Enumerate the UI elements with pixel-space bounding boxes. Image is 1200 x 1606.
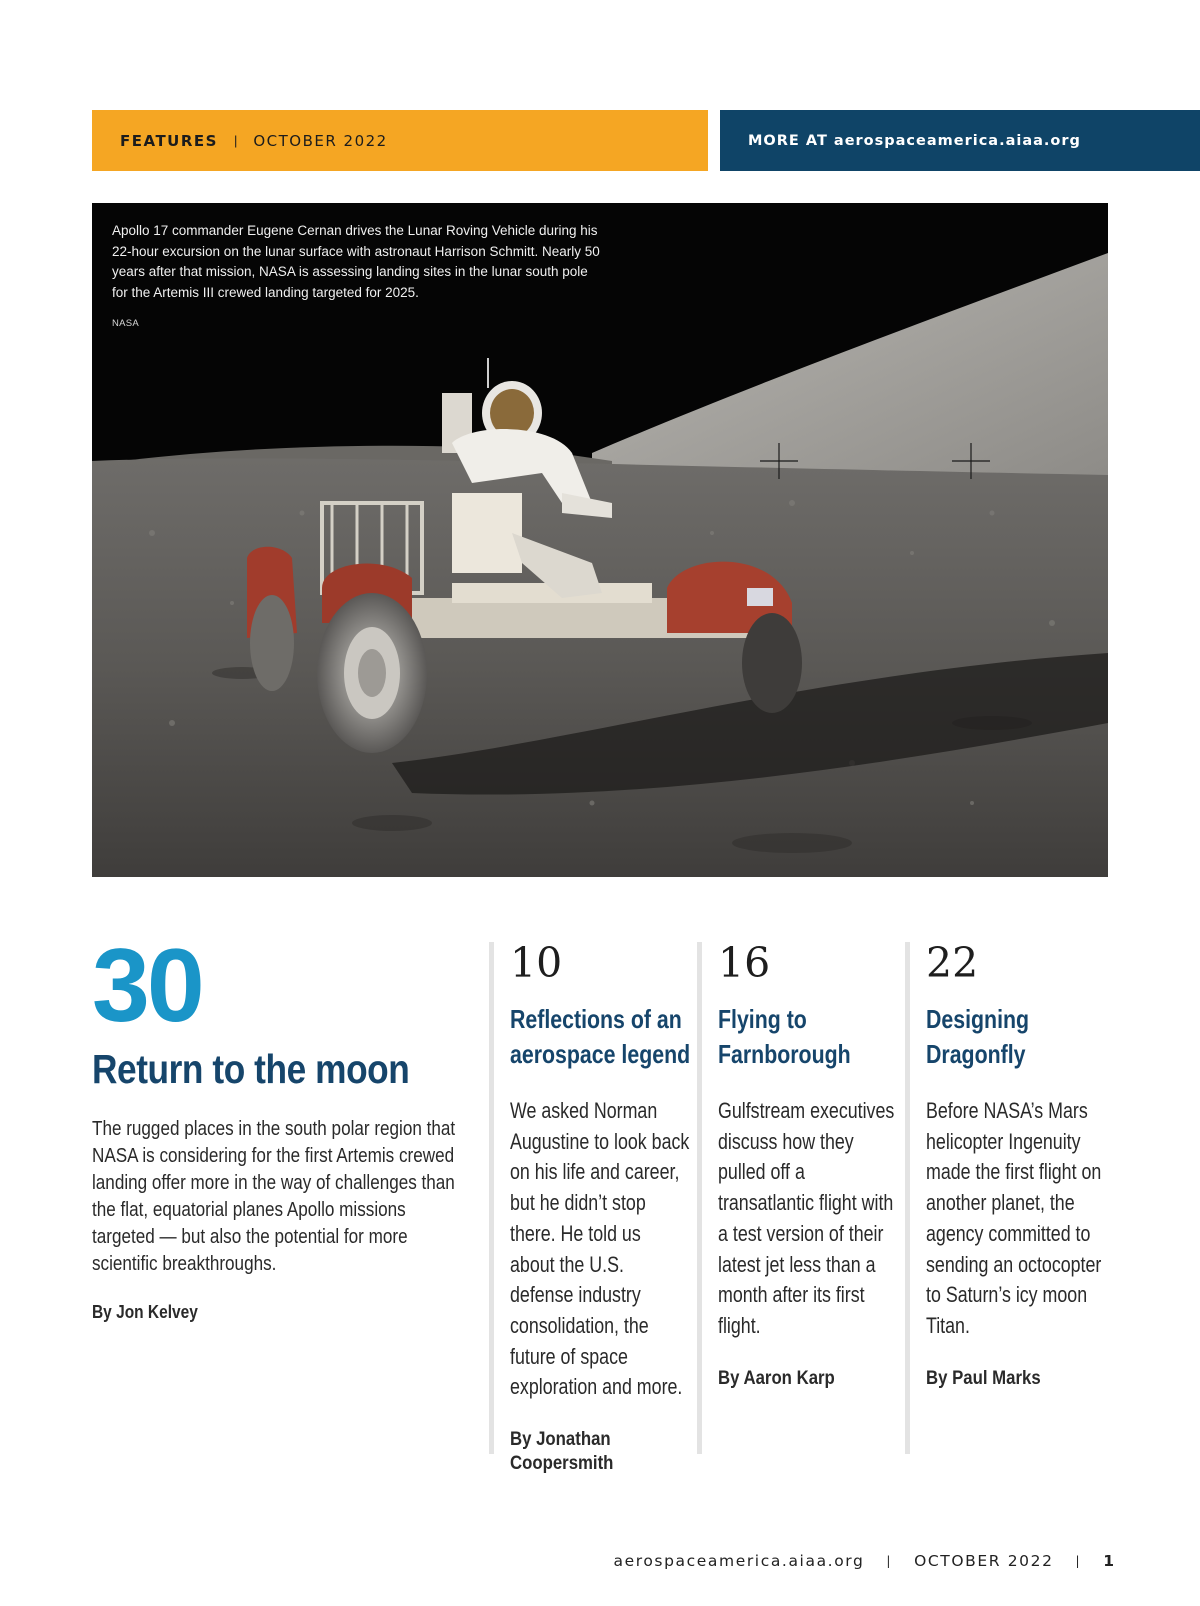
footer-divider: | (1075, 1554, 1082, 1568)
lead-story-byline: By Jon Kelvey (92, 1302, 198, 1322)
story-column[interactable] (905, 939, 1105, 1454)
story-byline: By Aaron Karp (718, 1366, 835, 1389)
story-summary: Before NASA’s Mars helicopter Ingenuity made the first flight on another planet, the agency committed to sending an octocopter to Saturn’s icy moon Titan. (926, 1098, 1102, 1338)
story-byline: By Jonathan Coopersmith (510, 1428, 614, 1475)
footer-page-number: 1 (1103, 1552, 1114, 1570)
footer-divider: | (886, 1554, 893, 1568)
footer-site[interactable]: aerospaceamerica.aiaa.org (613, 1552, 865, 1570)
header-divider: | (233, 133, 238, 148)
photo-caption: Apollo 17 commander Eugene Cernan drives the Lunar Roving Vehicle during his 22-hour excursion on the lunar surface with astronaut Harrison Schmitt. Nearly 50 years after that mission, NASA is assessing landing sites in the lunar south pole for the Artemis III crewed landing targeted for 2025. (112, 223, 600, 300)
story-byline: By Paul Marks (926, 1366, 1041, 1389)
more-link[interactable]: MORE AT aerospaceamerica.aiaa.org (748, 132, 1081, 149)
story-page-number: 16 (718, 939, 771, 987)
section-header-bar (92, 110, 708, 171)
story-column[interactable] (489, 939, 691, 1475)
story-title[interactable]: Designing Dragonfly (926, 1004, 1030, 1069)
story-title[interactable]: Flying to Farnborough (718, 1004, 851, 1069)
story-summary: Gulfstream executives discuss how they pulled off a transatlantic flight with a test version of their latest jet less than a month after its first flight. (718, 1098, 895, 1338)
lead-story-summary: The rugged places in the south polar region that NASA is considering for the first Artemis crewed landing offer more in the way of challenges than the flat, equatorial planes Apollo missions targeted — but also the potential for more scientific breakthroughs. (92, 1118, 456, 1275)
story-title[interactable]: Reflections of an aerospace legend (510, 1004, 691, 1069)
feature-photo (92, 203, 1108, 877)
footer-issue: OCTOBER 2022 (914, 1552, 1054, 1570)
story-page-number: 10 (510, 939, 563, 987)
issue-date: OCTOBER 2022 (253, 131, 388, 150)
lead-story-title[interactable]: Return to the moon (92, 1046, 410, 1092)
page-footer (613, 1552, 1114, 1570)
story-summary: We asked Norman Augustine to look back on his life and career, but he didn’t stop there. He told us about the U.S. defense industry consolidation, the future of space exploration and more. (510, 1098, 690, 1400)
story-page-number: 22 (926, 939, 979, 987)
photo-credit: NASA (112, 318, 140, 329)
lunar-rover-illustration (92, 203, 1108, 877)
lead-story[interactable] (92, 928, 472, 1323)
more-link-bar[interactable] (720, 110, 1200, 171)
lead-story-page-number: 30 (92, 928, 202, 1044)
section-label: FEATURES (120, 131, 218, 150)
story-column[interactable] (697, 939, 897, 1454)
